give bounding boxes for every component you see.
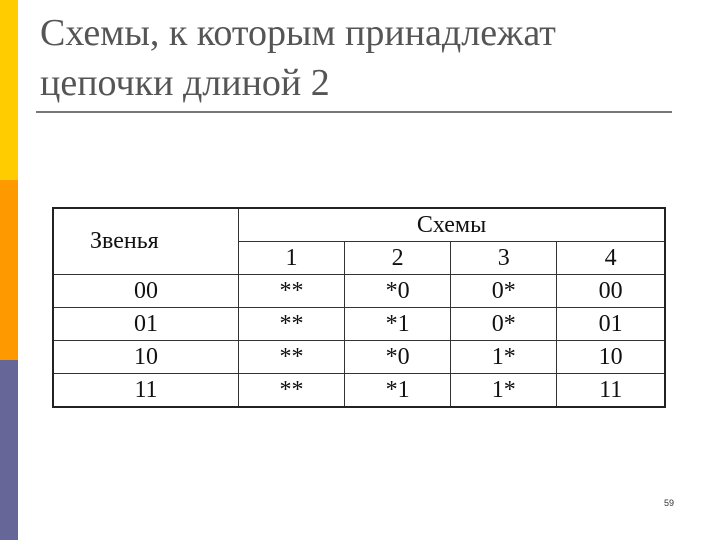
accent-bar-orange [0, 180, 18, 360]
table-cell: 01 [557, 308, 665, 341]
table-cell: ** [239, 341, 345, 374]
title-underline [36, 111, 672, 113]
table-row [53, 374, 665, 408]
link-cell: 11 [53, 374, 239, 408]
table-cell: 00 [557, 275, 665, 308]
table-cell: *1 [345, 308, 451, 341]
table-cell: *0 [345, 341, 451, 374]
scheme-number: 3 [451, 242, 557, 275]
table-row [53, 341, 665, 374]
table-cell: ** [239, 275, 345, 308]
slide-title-line-2: цепочки длиной 2 [40, 62, 330, 104]
scheme-number: 2 [345, 242, 451, 275]
table-cell: 0* [451, 308, 557, 341]
table-row [53, 275, 665, 308]
scheme-number: 1 [239, 242, 345, 275]
link-cell: 10 [53, 341, 239, 374]
header-schemes: Схемы [239, 208, 666, 242]
link-cell: 01 [53, 308, 239, 341]
accent-bar-purple [0, 360, 18, 540]
slide-title-line-1: Схемы, к которым принадлежат [40, 12, 556, 54]
table-cell: *1 [345, 374, 451, 408]
table-cell: 1* [451, 341, 557, 374]
header-links: Звенья [53, 208, 239, 275]
table-row [53, 308, 665, 341]
slide-title [40, 8, 680, 108]
schemes-table [52, 207, 666, 408]
table-cell: 10 [557, 341, 665, 374]
link-cell: 00 [53, 275, 239, 308]
scheme-number: 4 [557, 242, 665, 275]
table-cell: 11 [557, 374, 665, 408]
table-cell: ** [239, 308, 345, 341]
page-number: 59 [664, 498, 675, 508]
table-cell: 0* [451, 275, 557, 308]
table-cell: *0 [345, 275, 451, 308]
table-cell: ** [239, 374, 345, 408]
accent-bar-yellow [0, 0, 18, 180]
table-cell: 1* [451, 374, 557, 408]
